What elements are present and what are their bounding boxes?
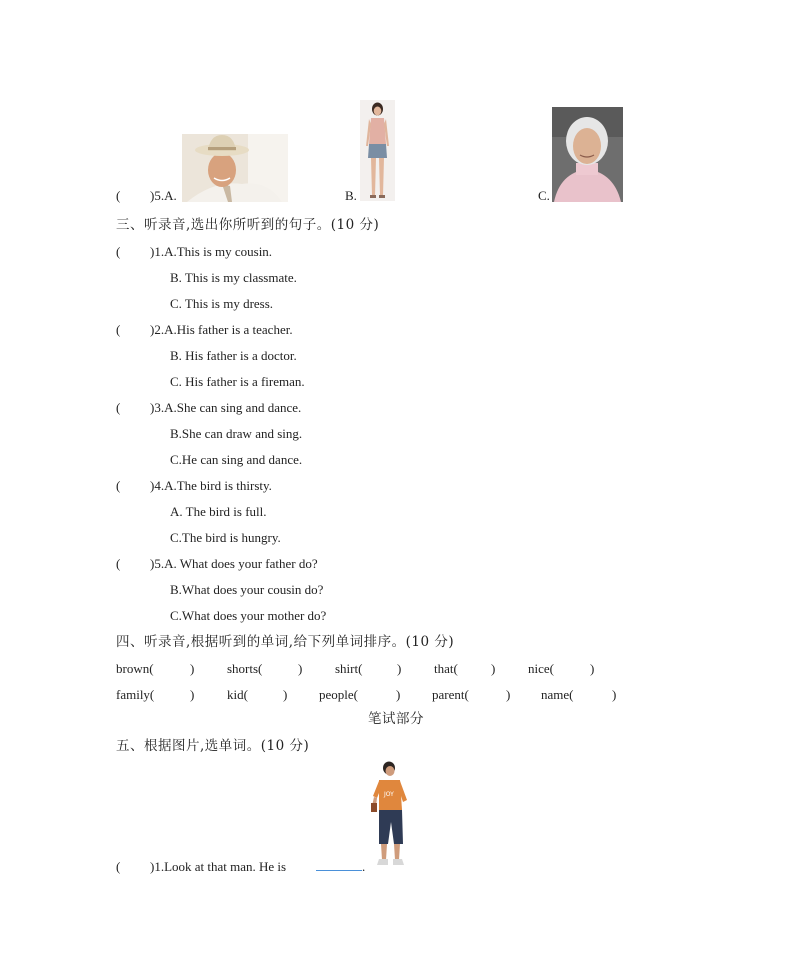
option-c-label: C. [538, 188, 550, 203]
answer-paren-close: ) [612, 687, 617, 702]
question-4-option-c: C.The bird is hungry. [170, 530, 281, 545]
word-brown: brown( [116, 661, 154, 676]
old-man-hat-picture [182, 134, 288, 202]
question-5-option-a: )5.A. What does your father do? [150, 556, 318, 571]
question-3-option-c: C.He can sing and dance. [170, 452, 303, 467]
word-people: people( [319, 687, 358, 702]
answer-paren-close: ) [283, 687, 288, 702]
answer-paren: ( [116, 244, 121, 259]
question-4-option-b: A. The bird is full. [170, 504, 267, 519]
answer-paren-close: ) [298, 661, 303, 676]
man-orange-tshirt-picture [369, 760, 411, 872]
question-5-option-c: C.What does your mother do? [170, 608, 327, 623]
question-5-option-b: B.What does your cousin do? [170, 582, 324, 597]
word-parent: parent( [432, 687, 469, 702]
word-nice: nice( [528, 661, 554, 676]
section-5-title: 五、根据图片,选单词。(10 分) [116, 738, 310, 754]
answer-paren: ( [116, 188, 121, 203]
sentence-end-period: . [362, 859, 366, 874]
answer-paren-close: ) [506, 687, 511, 702]
written-part-heading: 笔试部分 [368, 711, 424, 727]
question-1-option-b: B. This is my classmate. [170, 270, 297, 285]
answer-paren: ( [116, 400, 121, 415]
question-1-text: )1.Look at that man. He is [150, 859, 287, 874]
answer-paren: ( [116, 556, 121, 571]
section-3-title: 三、听录音,选出你所听到的句子。(10 分) [116, 217, 380, 233]
question-2-option-b: B. His father is a doctor. [170, 348, 297, 363]
question-2-option-c: C. His father is a fireman. [170, 374, 305, 389]
question-number: )5.A. [150, 188, 177, 203]
word-kid: kid( [227, 687, 248, 702]
answer-paren: ( [116, 478, 121, 493]
word-shirt: shirt( [335, 661, 363, 676]
question-2-option-a: )2.A.His father is a teacher. [150, 322, 293, 337]
answer-paren-close: ) [491, 661, 496, 676]
question-3-option-a: )3.A.She can sing and dance. [150, 400, 302, 415]
word-name: name( [541, 687, 574, 702]
young-woman-picture [360, 100, 395, 201]
old-woman-picture [552, 107, 623, 202]
answer-paren-close: ) [190, 661, 195, 676]
question-1-option-c: C. This is my dress. [170, 296, 274, 311]
option-b-label: B. [345, 188, 357, 203]
svg-text:JOY: JOY [384, 791, 394, 798]
word-shorts: shorts( [227, 661, 263, 676]
word-that: that( [434, 661, 458, 676]
question-3-option-b: B.She can draw and sing. [170, 426, 303, 441]
answer-paren: ( [116, 859, 121, 874]
section-4-title: 四、听录音,根据听到的单词,给下列单词排序。(10 分) [116, 634, 455, 650]
question-4-option-a: )4.A.The bird is thirsty. [150, 478, 272, 493]
question-1-option-a: )1.A.This is my cousin. [150, 244, 273, 259]
answer-paren-close: ) [397, 661, 402, 676]
answer-paren: ( [116, 322, 121, 337]
answer-paren-close: ) [396, 687, 401, 702]
word-family: family( [116, 687, 155, 702]
answer-paren-close: ) [590, 661, 595, 676]
answer-paren-close: ) [190, 687, 195, 702]
answer-blank[interactable] [316, 859, 362, 875]
